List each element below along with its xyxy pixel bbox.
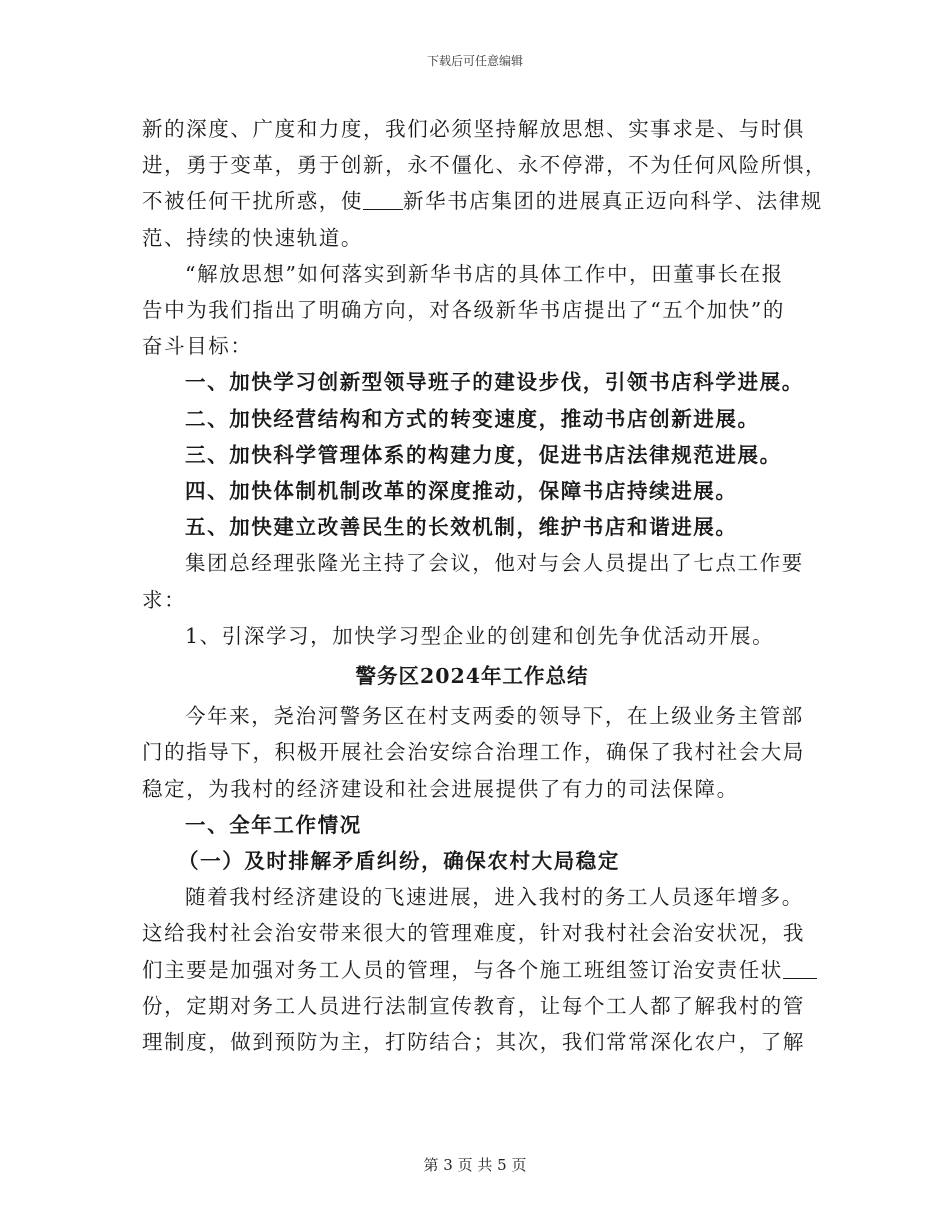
section-title: 警务区2024年工作总结 <box>355 664 589 689</box>
goal-item: 二、加快经营结构和方式的转变速度，推动书店创新进展。 <box>185 406 760 431</box>
fill-in-blank <box>363 189 403 210</box>
text-line: “解放思想”如何落实到新华书店的具体工作中，田董事长在报 <box>185 261 784 286</box>
paragraph-worker-management <box>142 879 805 1060</box>
text-line: 进，勇于变革，勇于创新，永不僵化、永不停滞，不为任何风险所惧， <box>142 153 828 178</box>
text-line: 集团总经理张隆光主持了会议，他对与会人员提出了七点工作要 <box>185 551 804 576</box>
text-line: 这给我村社会治安带来很大的管理难度，针对我村社会治安状况，我 <box>142 921 805 946</box>
text-fragment: 新华书店集团的进展真正迈向科学、法律规 <box>403 189 823 214</box>
text-line: 一、全年工作情况 <box>185 812 362 837</box>
paragraph-five-goals-intro <box>142 256 802 365</box>
text-line <box>142 952 802 988</box>
text-line: 新的深度、广度和力度，我们必须坚持解放思想、实事求是、与时俱 <box>142 117 805 141</box>
page-header: 下载后可任意编辑 <box>426 54 523 68</box>
goal-item: 一、加快学习创新型领导班子的建设步伐，引领书店科学进展。 <box>185 370 804 395</box>
paragraph-continuation <box>142 111 828 256</box>
text-line: 求： <box>142 587 187 612</box>
text-line: 奋斗目标： <box>142 334 253 359</box>
document-body <box>142 111 828 1060</box>
text-line: （一）及时排解矛盾纠纷，确保农村大局稳定 <box>178 849 620 874</box>
text-line: 1、引深学习，加快学习型企业的创建和创先争优活动开展。 <box>185 623 775 648</box>
text-line: 告中为我们指出了明确方向，对各级新华书店提出了“五个加快”的 <box>142 298 785 323</box>
text-line: 份，定期对务工人员进行法制宣传教育，让每个工人都了解我村的管 <box>142 993 805 1018</box>
text-line: 今年来，尧治河警务区在村支两委的领导下，在上级业务主管部 <box>185 704 804 729</box>
text-line: 理制度，做到预防为主，打防结合；其次，我们常常深化农户，了解 <box>142 1030 805 1055</box>
text-line: 范、持续的快速轨道。 <box>142 225 363 250</box>
text-line: 门的指导下，积极开展社会治安综合治理工作，确保了我村社会大局 <box>142 740 805 765</box>
text-line: 随着我村经济建设的飞速进展，进入我村的务工人员逐年增多。 <box>185 885 804 910</box>
heading-level-2 <box>142 843 802 879</box>
paragraph-requirement-1 <box>142 618 802 654</box>
goal-item: 三、加快科学管理体系的构建力度，促进书店法律规范进展。 <box>185 442 782 467</box>
text-fragment: 不被任何干扰所惑，使 <box>142 189 363 214</box>
page-number: 第 3 页 共 5 页 <box>423 1156 527 1174</box>
text-line <box>142 183 823 219</box>
paragraph-meeting <box>142 545 802 617</box>
fill-in-blank <box>783 958 817 979</box>
text-line: 稳定，为我村的经济建设和社会进展提供了有力的司法保障。 <box>142 776 739 801</box>
goal-item: 四、加快体制机制改革的深度推动，保障书店持续进展。 <box>185 479 738 504</box>
goals-list <box>142 364 802 545</box>
heading-level-1 <box>142 807 802 843</box>
paragraph-summary-intro <box>142 698 805 807</box>
text-fragment: 们主要是加强对务工人员的管理，与各个施工班组签订治安责任状 <box>142 957 783 982</box>
goal-item: 五、加快建立改善民生的长效机制，维护书店和谐进展。 <box>185 515 738 540</box>
